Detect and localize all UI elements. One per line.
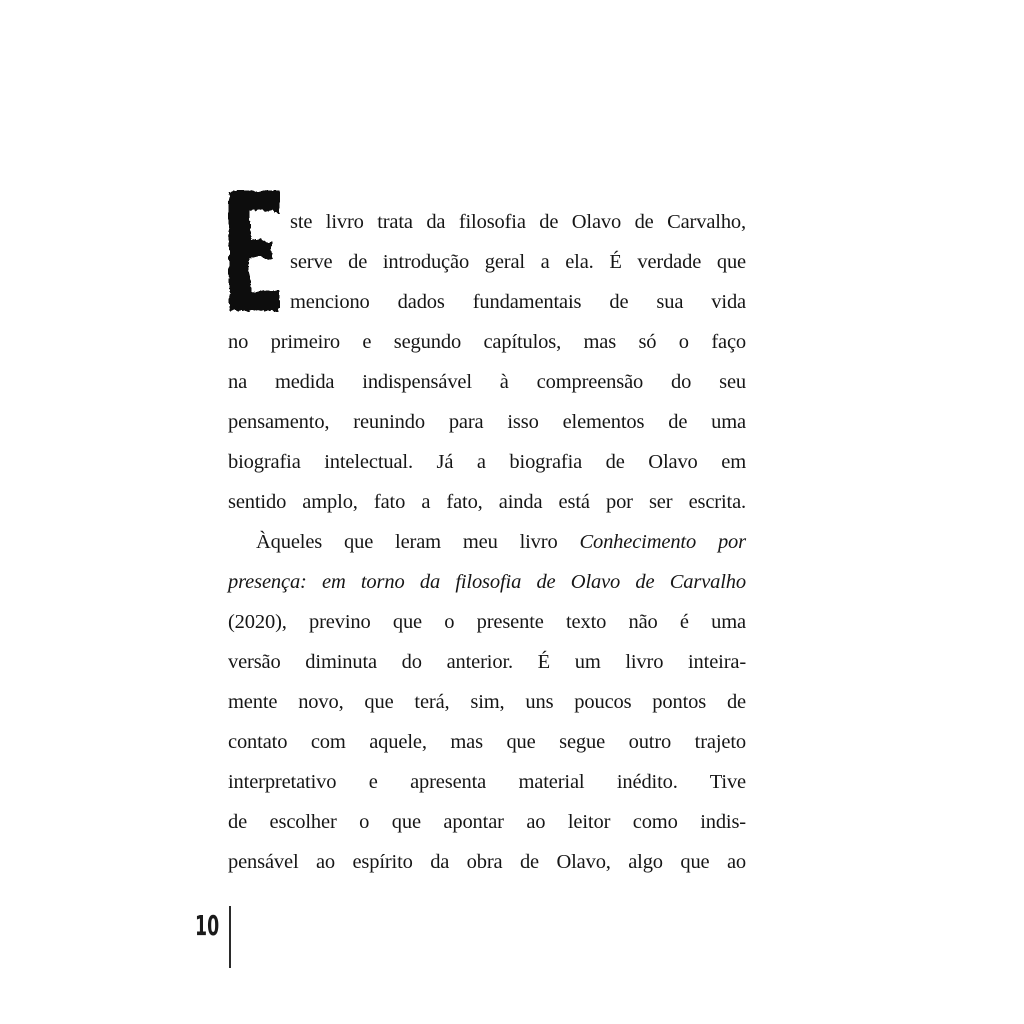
text-segment: contato com aquele, mas que segue outro trajeto — [228, 731, 746, 753]
text-line — [228, 402, 746, 442]
text-line — [228, 722, 746, 762]
text-line — [228, 442, 746, 482]
text-line — [228, 642, 746, 682]
text-line — [228, 762, 746, 802]
book-title-italic: presença: em torno da filosofia de Olavo de Carvalho — [228, 571, 746, 593]
text-segment: mente novo, que terá, sim, uns poucos pontos de — [228, 691, 746, 713]
text-segment: ste livro trata da filosofia de Olavo de Carvalho, — [290, 211, 746, 233]
text-segment: menciono dados fundamentais de sua vida — [290, 291, 746, 313]
text-segment: pensável ao espírito da obra de Olavo, algo que ao — [228, 851, 746, 873]
text-segment: versão diminuta do anterior. É um livro inteira- — [228, 651, 746, 673]
text-line — [228, 682, 746, 722]
text-segment: sentido amplo, fato a fato, ainda está por ser escrita. — [228, 491, 746, 513]
text-line — [228, 602, 746, 642]
dropcap-letter-E — [228, 190, 280, 312]
text-line — [228, 362, 746, 402]
text-line — [290, 282, 746, 322]
text-segment: na medida indispensável à compreensão do seu — [228, 371, 746, 393]
text-line — [228, 322, 746, 362]
book-title-italic: Conhecimento por — [579, 531, 746, 553]
text-segment: Àqueles que leram meu livro — [256, 531, 580, 553]
text-segment: (2020), previno que o presente texto não é uma — [228, 611, 746, 633]
dropcap-glyph — [228, 190, 280, 312]
text-line — [228, 842, 746, 882]
paragraph — [228, 522, 746, 882]
text-line — [228, 482, 746, 522]
text-segment: serve de introdução geral a ela. É verdade que — [290, 251, 746, 273]
text-segment: pensamento, reunindo para isso elementos de uma — [228, 411, 746, 433]
paragraph — [228, 202, 746, 522]
text-segment: biografia intelectual. Já a biografia de Olavo em — [228, 451, 746, 473]
text-segment: de escolher o que apontar ao leitor como indis- — [228, 811, 746, 833]
text-line — [228, 522, 746, 562]
text-line — [290, 242, 746, 282]
text-segment: no primeiro e segundo capítulos, mas só o faço — [228, 331, 746, 353]
page-number: 10 — [195, 909, 220, 942]
text-block — [228, 202, 746, 882]
text-line — [228, 802, 746, 842]
text-line — [228, 562, 746, 602]
text-segment: interpretativo e apresenta material inédito. Tive — [228, 771, 746, 793]
footer-vertical-rule — [229, 906, 231, 968]
text-line — [290, 202, 746, 242]
